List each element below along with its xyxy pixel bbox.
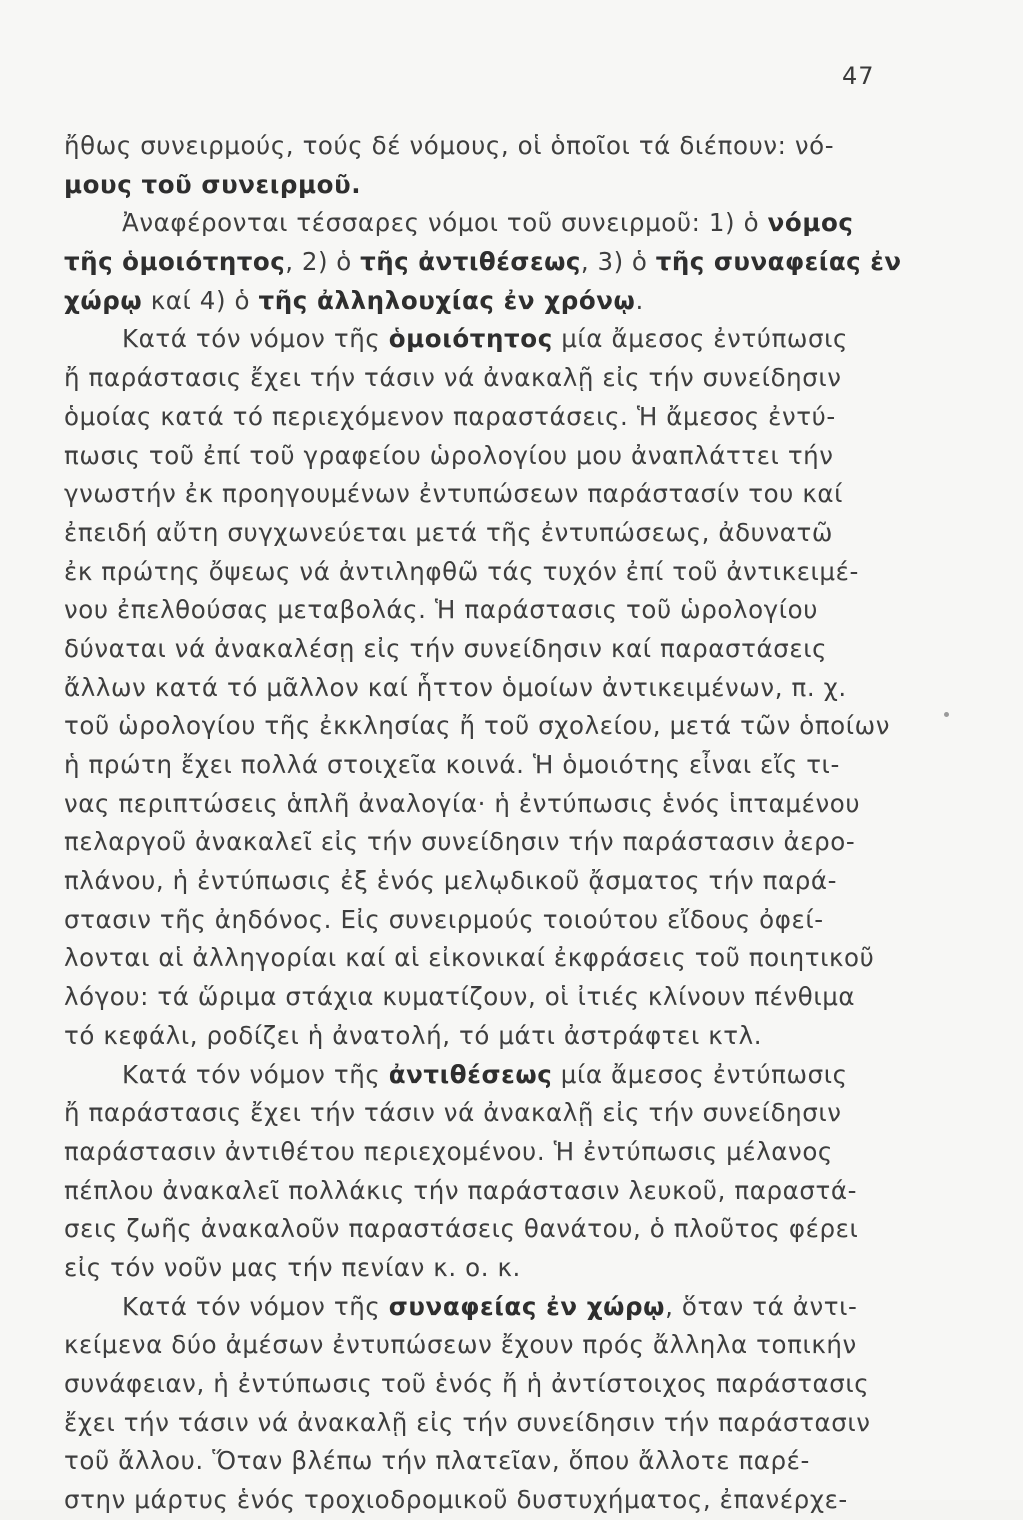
text-line xyxy=(64,1326,904,1365)
text-segment: μία ἄμεσος ἐντύπωσις xyxy=(552,1059,848,1089)
text-line xyxy=(64,901,904,940)
text-segment: λονται αἱ ἀλληγορίαι καί αἱ εἰκονικαί ἐκφράσεις τοῦ ποιητικοῦ xyxy=(64,943,875,973)
text-segment: στασιν τῆς ἀηδόνος. Εἰς συνειρμούς τοιούτου εἴδους ὀφεί- xyxy=(64,904,824,934)
text-line xyxy=(64,1094,904,1133)
text-line xyxy=(64,591,904,630)
text-line xyxy=(64,1249,904,1288)
text-segment: Κατά τόν νόμον τῆς xyxy=(122,1059,389,1089)
text-segment: , 3) ὁ xyxy=(580,247,656,277)
text-line xyxy=(64,1365,904,1404)
text-line xyxy=(64,823,904,862)
text-segment: γνωστήν ἐκ προηγουμένων ἐντυπώσεων παράστασίν του καί xyxy=(64,479,844,509)
text-line xyxy=(64,707,904,746)
text-line xyxy=(64,166,904,205)
scan-speck xyxy=(944,712,949,717)
bold-term: τῆς ἀλληλουχίας ἐν χρόνῳ xyxy=(258,285,636,315)
text-line xyxy=(64,939,904,978)
text-segment: τοῦ ὡρολογίου τῆς ἐκκλησίας ἤ τοῦ σχολείου, μετά τῶν ὁποίων xyxy=(64,711,891,741)
text-line xyxy=(64,978,904,1017)
text-segment: εἰς τόν νοῦν μας τήν πενίαν κ. ο. κ. xyxy=(64,1252,521,1282)
text-line xyxy=(64,1404,904,1443)
text-segment: ἔχει τήν τάσιν νά ἀνακαλῇ εἰς τήν συνείδησιν τήν παράστασιν xyxy=(64,1407,871,1437)
bold-term: τῆς συναφείας ἐν xyxy=(655,247,902,277)
text-segment: Κατά τόν νόμον τῆς xyxy=(122,1291,389,1321)
text-line xyxy=(64,204,904,243)
text-segment: τό κεφάλι, ροδίζει ἡ ἀνατολή, τό μάτι ἀστράφτει κτλ. xyxy=(64,1020,763,1050)
text-line xyxy=(64,1210,904,1249)
text-line xyxy=(64,1017,904,1056)
text-segment: , 2) ὁ xyxy=(285,247,361,277)
text-segment: μία ἄμεσος ἐντύπωσις xyxy=(552,324,849,354)
text-line xyxy=(64,746,904,785)
text-segment: νας περιπτώσεις ἁπλῆ ἀναλογία· ἡ ἐντύπωσις ἑνός ἱπταμένου xyxy=(64,788,861,818)
text-line xyxy=(64,359,904,398)
text-line xyxy=(64,437,904,476)
text-line xyxy=(64,1442,904,1481)
text-segment: κείμενα δύο ἀμέσων ἐντυπώσεων ἔχουν πρός ἄλληλα τοπικήν xyxy=(64,1330,857,1360)
text-segment: ἄλλων κατά τό μᾶλλον καί ἧττον ὁμοίων ἀντικειμένων, π. χ. xyxy=(64,672,847,702)
text-line xyxy=(64,127,904,166)
text-segment: τοῦ ἄλλου. Ὅταν βλέπω τήν πλατεῖαν, ὅπου ἄλλοτε παρέ- xyxy=(64,1446,810,1476)
bold-term: ὁμοιότητος xyxy=(388,324,553,354)
text-line xyxy=(64,1133,904,1172)
text-line xyxy=(64,785,904,824)
text-line xyxy=(64,243,904,282)
text-line xyxy=(64,514,904,553)
text-segment: πελαργοῦ ἀνακαλεῖ εἰς τήν συνείδησιν τήν παράστασιν ἀερο- xyxy=(64,827,856,857)
text-line xyxy=(64,398,904,437)
bold-term: τῆς ὁμοιότητος xyxy=(64,247,286,277)
text-segment: πωσις τοῦ ἐπί τοῦ γραφείου ὡρολογίου μου ἀναπλάττει τήν xyxy=(64,440,834,470)
text-segment: ἡ πρώτη ἔχει πολλά στοιχεῖα κοινά. Ἡ ὁμοιότης εἶναι εἴς τι- xyxy=(64,750,840,779)
body-text xyxy=(64,127,904,1520)
text-segment: νου ἐπελθούσας μεταβολάς. Ἡ παράστασις τοῦ ὡρολογίου xyxy=(64,595,819,625)
text-line xyxy=(64,320,904,359)
text-segment: παράστασιν ἀντιθέτου περιεχομένου. Ἡ ἐντύπωσις μέλανος xyxy=(64,1136,833,1166)
text-segment: . xyxy=(635,285,644,315)
text-line xyxy=(64,282,904,321)
text-segment: ἐπειδή αὔτη συγχωνεύεται μετά τῆς ἐντυπώσεως, ἀδυνατῶ xyxy=(64,517,833,547)
text-segment: λόγου: τά ὥριμα στάχια κυματίζουν, οἱ ἰτιές κλίνουν πένθιμα xyxy=(64,982,856,1012)
text-line xyxy=(64,1288,904,1327)
text-segment: ἤθως συνειρμούς, τούς δέ νόμους, οἱ ὁποῖοι τά διέπουν: νό- xyxy=(64,131,835,160)
text-segment: σεις ζωῆς ἀνακαλοῦν παραστάσεις θανάτου, ὁ πλοῦτος φέρει xyxy=(64,1214,859,1244)
text-segment: πλάνου, ἡ ἐντύπωσις ἐξ ἑνός μελῳδικοῦ ᾄσματος τήν παρά- xyxy=(64,866,838,896)
bold-term: συναφείας ἐν χώρῳ xyxy=(388,1291,666,1321)
text-line xyxy=(64,630,904,669)
text-segment: ὁμοίας κατά τό περιεχόμενον παραστάσεις. Ἡ ἄμεσος ἐντύ- xyxy=(64,401,836,431)
text-line xyxy=(64,553,904,592)
text-line xyxy=(64,475,904,514)
text-segment: Κατά τόν νόμον τῆς xyxy=(122,324,389,354)
text-segment: ἐκ πρώτης ὄψεως νά ἀντιληφθῶ τάς τυχόν ἐπί τοῦ ἀντικειμέ- xyxy=(64,556,859,586)
text-line xyxy=(64,1056,904,1095)
text-line xyxy=(64,1481,904,1520)
text-segment: ἤ παράστασις ἔχει τήν τάσιν νά ἀνακαλῇ εἰς τήν συνείδησιν xyxy=(64,363,842,393)
text-line xyxy=(64,862,904,901)
text-segment: στην μάρτυς ἑνός τροχιοδρομικοῦ δυστυχήματος, ἐπανέρχε- xyxy=(64,1485,848,1515)
text-segment: καί 4) ὁ xyxy=(142,285,259,315)
text-line xyxy=(64,669,904,708)
text-segment: ἤ παράστασις ἔχει τήν τάσιν νά ἀνακαλῇ εἰς τήν συνείδησιν xyxy=(64,1098,842,1128)
bold-term: νόμος xyxy=(767,208,854,238)
bold-term: μους τοῦ συνειρμοῦ. xyxy=(64,169,362,199)
bold-term: ἀντιθέσεως xyxy=(388,1059,553,1089)
text-segment: , ὅταν τά ἀντι- xyxy=(665,1291,858,1321)
page-number: 47 xyxy=(842,62,875,90)
bold-term: χώρῳ xyxy=(64,285,143,315)
bold-term: τῆς ἀντιθέσεως xyxy=(360,247,581,277)
text-segment: πέπλου ἀνακαλεῖ πολλάκις τήν παράστασιν λευκοῦ, παραστά- xyxy=(64,1175,858,1205)
text-segment: δύναται νά ἀνακαλέσῃ εἰς τήν συνείδησιν καί παραστάσεις xyxy=(64,633,828,663)
text-line xyxy=(64,1172,904,1211)
text-segment: συνάφειαν, ἡ ἐντύπωσις τοῦ ἑνός ἤ ἡ ἀντίστοιχος παράστασις xyxy=(64,1369,870,1398)
text-segment: Ἀναφέρονται τέσσαρες νόμοι τοῦ συνειρμοῦ: 1) ὁ xyxy=(122,208,768,238)
